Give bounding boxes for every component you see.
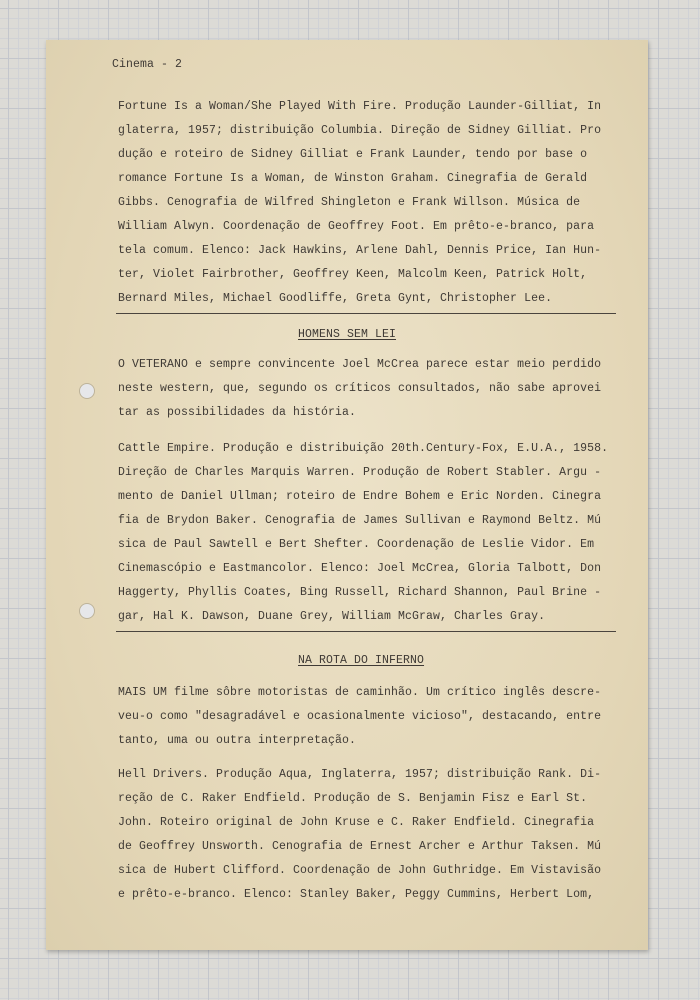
credits-line: reção de C. Raker Endfield. Produção de S. Benjamin Fisz e Earl St. — [118, 792, 588, 805]
review-line: MAIS UM filme sôbre motoristas de caminhão. Um crítico inglês descre- — [118, 686, 602, 699]
section1-line: William Alwyn. Coordenação de Geoffrey Foot. Em prêto-e-branco, para — [118, 220, 595, 233]
review-line: tanto, uma ou outra interpretação. — [118, 734, 357, 747]
section1-line: Bernard Miles, Michael Goodliffe, Greta Gynt, Christopher Lee. — [118, 292, 553, 305]
credits-line: John. Roteiro original de John Kruse e C. Raker Endfield. Cinegrafia — [118, 816, 595, 829]
review-line: veu-o como "desagradável e ocasionalmente vicioso", destacando, entre — [118, 710, 602, 723]
section1-line: glaterra, 1957; distribuição Columbia. Direção de Sidney Gilliat. Pro — [118, 124, 602, 137]
section1-line: tela comum. Elenco: Jack Hawkins, Arlene Dahl, Dennis Price, Ian Hun- — [118, 244, 602, 257]
page-header: Cinema - 2 — [112, 58, 183, 71]
review-line: tar as possibilidades da história. — [118, 406, 357, 419]
section1-line: romance Fortune Is a Woman, de Winston Graham. Cinegrafia de Gerald — [118, 172, 588, 185]
credits-line: Haggerty, Phyllis Coates, Bing Russell, Richard Shannon, Paul Brine - — [118, 586, 602, 599]
section-divider — [116, 631, 616, 632]
section1-line: dução e roteiro de Sidney Gilliat e Frank Launder, tendo por base o — [118, 148, 588, 161]
credits-line: Cattle Empire. Produção e distribuição 20th.Century-Fox, E.U.A., 1958. — [118, 442, 609, 455]
credits-line: Cinemascópio e Eastmancolor. Elenco: Joel McCrea, Gloria Talbott, Don — [118, 562, 602, 575]
credits-line: fia de Brydon Baker. Cenografia de James Sullivan e Raymond Beltz. Mú — [118, 514, 602, 527]
credits-line: Hell Drivers. Produção Aqua, Inglaterra, 1957; distribuição Rank. Di- — [118, 768, 602, 781]
typed-page — [46, 40, 648, 950]
credits-line: mento de Daniel Ullman; roteiro de Endre Bohem e Eric Norden. Cinegra — [118, 490, 602, 503]
section-divider — [116, 313, 616, 314]
credits-line: sica de Paul Sawtell e Bert Shefter. Coordenação de Leslie Vidor. Em — [118, 538, 595, 551]
section-heading-na-rota-do-inferno: NA ROTA DO INFERNO — [298, 654, 425, 667]
credits-line: de Geoffrey Unsworth. Cenografia de Ernest Archer e Arthur Taksen. Mú — [118, 840, 602, 853]
section-heading-homens-sem-lei: HOMENS SEM LEI — [298, 328, 397, 341]
punch-hole-upper — [79, 383, 95, 399]
review-line: neste western, que, segundo os críticos consultados, não sabe aprovei — [118, 382, 602, 395]
credits-line: gar, Hal K. Dawson, Duane Grey, William McGraw, Charles Gray. — [118, 610, 546, 623]
section1-line: Fortune Is a Woman/She Played With Fire. Produção Launder-Gilliat, In — [118, 100, 602, 113]
credits-line: e prêto-e-branco. Elenco: Stanley Baker, Peggy Cummins, Herbert Lom, — [118, 888, 595, 901]
punch-hole-lower — [79, 603, 95, 619]
section1-line: Gibbs. Cenografia de Wilfred Shingleton e Frank Willson. Música de — [118, 196, 581, 209]
review-line: O VETERANO e sempre convincente Joel McCrea parece estar meio perdido — [118, 358, 602, 371]
credits-line: sica de Hubert Clifford. Coordenação de John Guthridge. Em Vistavisão — [118, 864, 602, 877]
section1-line: ter, Violet Fairbrother, Geoffrey Keen, Malcolm Keen, Patrick Holt, — [118, 268, 588, 281]
credits-line: Direção de Charles Marquis Warren. Produção de Robert Stabler. Argu - — [118, 466, 602, 479]
